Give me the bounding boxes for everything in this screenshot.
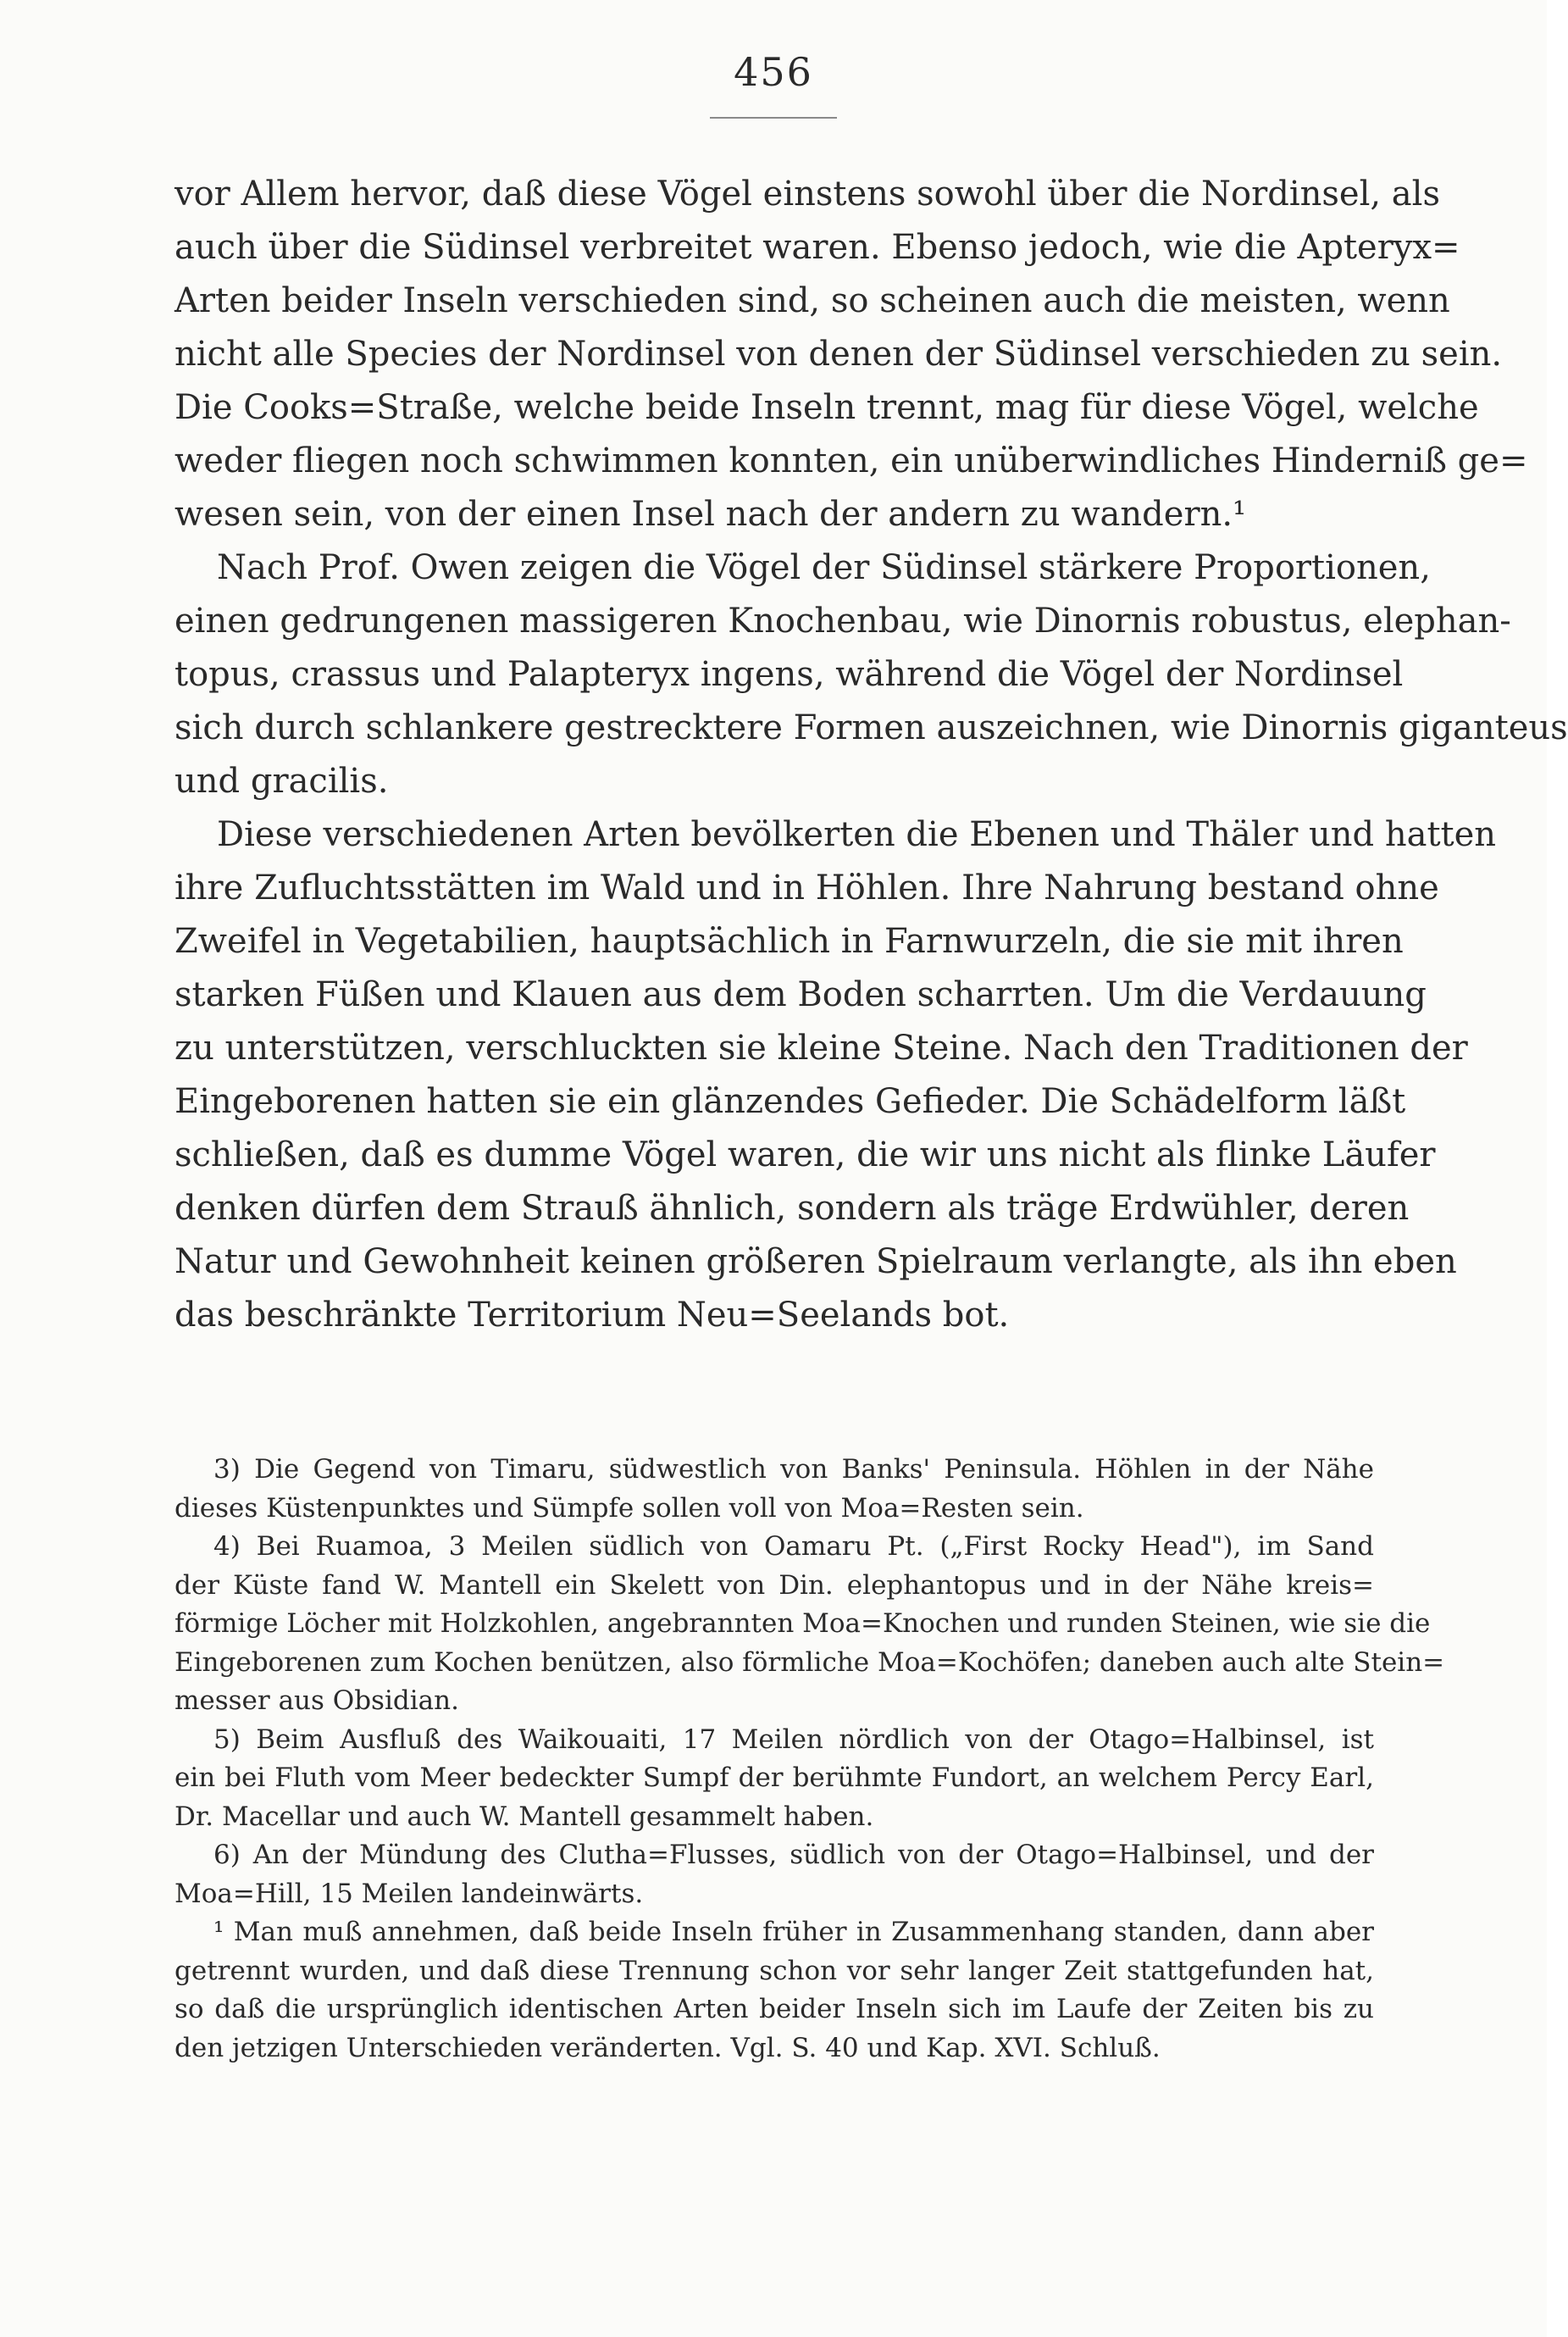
text-line: Nach Prof. Owen zeigen die Vögel der Südinsel stärkere Proportionen, [217, 548, 1431, 587]
text-line: zu unterstützen, verschluckten sie kleine Steine. Nach den Traditionen der [175, 1029, 1468, 1068]
footnote-line: Moa=Hill, 15 Meilen landeinwärts. [175, 1878, 644, 1909]
footnote-line: so daß die ursprünglich identischen Arten beider Inseln sich im Laufe der Zeiten bis zu [175, 1994, 1374, 2024]
footnote-line: 4) Bei Ruamoa, 3 Meilen südlich von Oamaru Pt. („First Rocky Head"), im Sand [213, 1531, 1374, 1562]
footnote-1 [175, 1913, 1374, 2068]
footnote-line: Dr. Macellar und auch W. Mantell gesammelt haben. [175, 1801, 874, 1832]
text-line: Natur und Gewohnheit keinen größeren Spielraum verlangte, als ihn eben [175, 1242, 1457, 1281]
text-line: Die Cooks=Straße, welche beide Inseln trennt, mag für diese Vögel, welche [175, 388, 1479, 427]
footnote-3 [175, 1451, 1374, 1528]
paragraph-3 [175, 808, 1497, 1342]
footnote-6 [175, 1836, 1374, 1913]
footnote-line: dieses Küstenpunktes und Sümpfe sollen voll von Moa=Resten sein. [175, 1492, 1084, 1524]
body-text [175, 168, 1568, 1342]
footnote-line: Eingeborenen zum Kochen benützen, also förmliche Moa=Kochöfen; daneben auch alte Stein= [175, 1646, 1445, 1678]
text-line: einen gedrungenen massigeren Knochenbau, wie Dinornis robustus, elephan- [175, 602, 1511, 641]
text-line: Arten beider Inseln verschieden sind, so scheinen auch die meisten, wenn [175, 281, 1450, 320]
text-line: topus, crassus und Palapteryx ingens, während die Vögel der Nordinsel [175, 655, 1404, 694]
footnote-line: messer aus Obsidian. [175, 1685, 459, 1716]
text-line: starken Füßen und Klauen aus dem Boden scharrten. Um die Verdauung [175, 975, 1427, 1014]
text-line: auch über die Südinsel verbreitet waren. Ebenso jedoch, wie die Apteryx= [175, 228, 1460, 267]
footnote-line: ein bei Fluth vom Meer bedeckter Sumpf der berühmte Fundort, an welchem Percy Earl, [175, 1762, 1374, 1793]
header-rule [710, 117, 837, 119]
text-line: das beschränkte Territorium Neu=Seelands bot. [175, 1296, 1010, 1335]
text-line: Eingeborenen hatten sie ein glänzendes Gefieder. Die Schädelform läßt [175, 1082, 1406, 1121]
footnote-line: förmige Löcher mit Holzkohlen, angebrannten Moa=Knochen und runden Steinen, wie sie die [175, 1608, 1431, 1639]
footnote-line: 3) Die Gegend von Timaru, südwestlich von Banks' Peninsula. Höhlen in der Nähe [213, 1454, 1374, 1485]
text-line: schließen, daß es dumme Vögel waren, die wir uns nicht als flinke Läufer [175, 1135, 1436, 1174]
paragraph-1 [175, 168, 1528, 541]
text-line: denken dürfen dem Strauß ähnlich, sondern als träge Erdwühler, deren [175, 1189, 1410, 1228]
text-line: und gracilis. [175, 762, 389, 801]
text-line: wesen sein, von der einen Insel nach der andern zu wandern.¹ [175, 495, 1247, 534]
text-line: Diese verschiedenen Arten bevölkerten die Ebenen und Thäler und hatten [217, 815, 1497, 854]
footnote-line: 5) Beim Ausfluß des Waikouaiti, 17 Meilen nördlich von der Otago=Halbinsel, ist [213, 1724, 1374, 1755]
footnote-5 [175, 1721, 1374, 1837]
footnote-line: 6) An der Mündung des Clutha=Flusses, südlich von der Otago=Halbinsel, und der [213, 1840, 1374, 1870]
text-line: sich durch schlankere gestrecktere Formen auszeichnen, wie Dinornis giganteus [175, 708, 1568, 747]
text-line: Zweifel in Vegetabilien, hauptsächlich in Farnwurzeln, die sie mit ihren [175, 922, 1404, 961]
page-number: 456 [734, 49, 813, 95]
footnote-line: der Küste fand W. Mantell ein Skelett von Din. elephantopus und in der Nähe kreis= [175, 1569, 1374, 1601]
footnote-line: ¹ Man muß annehmen, daß beide Inseln früher in Zusammenhang standen, dann aber [213, 1917, 1374, 1947]
footnotes [175, 1451, 1445, 2068]
text-line: nicht alle Species der Nordinsel von denen der Südinsel verschieden zu sein. [175, 335, 1503, 374]
footnote-line: getrennt wurden, und daß diese Trennung schon vor sehr langer Zeit stattgefunden hat, [175, 1955, 1374, 1986]
paragraph-2 [175, 541, 1568, 808]
text-line: vor Allem hervor, daß diese Vögel einstens sowohl über die Nordinsel, als [175, 175, 1440, 214]
footnote-4 [175, 1528, 1445, 1721]
text-line: ihre Zufluchtsstätten im Wald und in Höhlen. Ihre Nahrung bestand ohne [175, 869, 1439, 908]
text-line: weder fliegen noch schwimmen konnten, ein unüberwindliches Hinderniß ge= [175, 441, 1528, 480]
footnote-line: den jetzigen Unterschieden veränderten. Vgl. S. 40 und Kap. XVI. Schluß. [175, 2032, 1161, 2063]
